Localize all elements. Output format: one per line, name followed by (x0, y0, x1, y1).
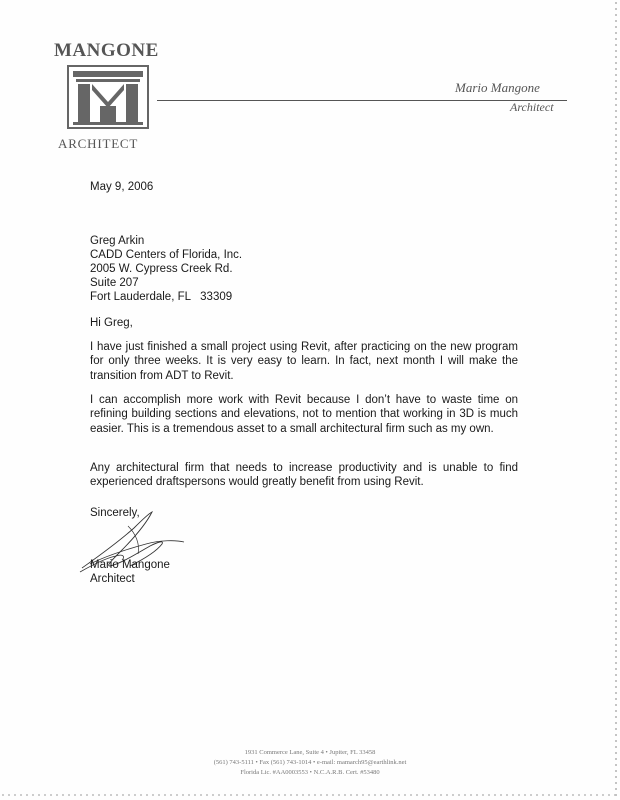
paragraph-1: I have just finished a small project using Revit, after practicing on the new program for only three weeks. It is very easy to learn. In fact, next month I will make the transition from ADT to Revit. (90, 341, 518, 382)
signer-name: Mario Mangone (90, 559, 170, 571)
firm-logo-name: MANGONE (54, 40, 159, 61)
closing: Sincerely, (90, 507, 140, 519)
page-bottom-perforation (0, 793, 620, 797)
letter-date: May 9, 2006 (90, 181, 154, 193)
footer-contact: (561) 743-5111 • Fax (561) 743-1014 • e-mail: mamarch95@earthlink.net (213, 759, 407, 766)
letterhead-footer (130, 748, 490, 778)
letterhead-script-name: Mario Mangone (455, 80, 540, 95)
letterhead-rule (157, 100, 567, 101)
recipient-company: CADD Centers of Florida, Inc. (90, 249, 243, 261)
firm-logo-icon (66, 64, 150, 130)
paragraph-3: Any architectural firm that needs to increase productivity and is unable to find experienced draftspersons would greatly benefit from using Revit. (90, 462, 518, 489)
paragraph-2: I can accomplish more work with Revit because I don’t have to waste time on refining building sections and elevations, not to mention that working in 3D is much easier. This is a tremendous asset to a small architectural firm such as my own. (90, 394, 518, 435)
recipient-suite: Suite 207 (90, 277, 139, 289)
firm-logo-subtitle: ARCHITECT (58, 136, 139, 151)
letterhead-script-title: Architect (510, 100, 554, 114)
page-edge-perforation (614, 0, 618, 800)
footer-address: 1931 Commerce Lane, Suite 4 • Jupiter, FL 33458 (244, 749, 376, 756)
salutation: Hi Greg, (90, 317, 133, 329)
footer-license: Florida Lic. #AA0003553 • N.C.A.R.B. Cert. #53480 (240, 769, 380, 776)
recipient-street: 2005 W. Cypress Creek Rd. (90, 263, 233, 275)
recipient-name: Greg Arkin (90, 235, 145, 247)
recipient-city: Fort Lauderdale, FL 33309 (90, 291, 233, 303)
signer-title: Architect (90, 573, 135, 585)
